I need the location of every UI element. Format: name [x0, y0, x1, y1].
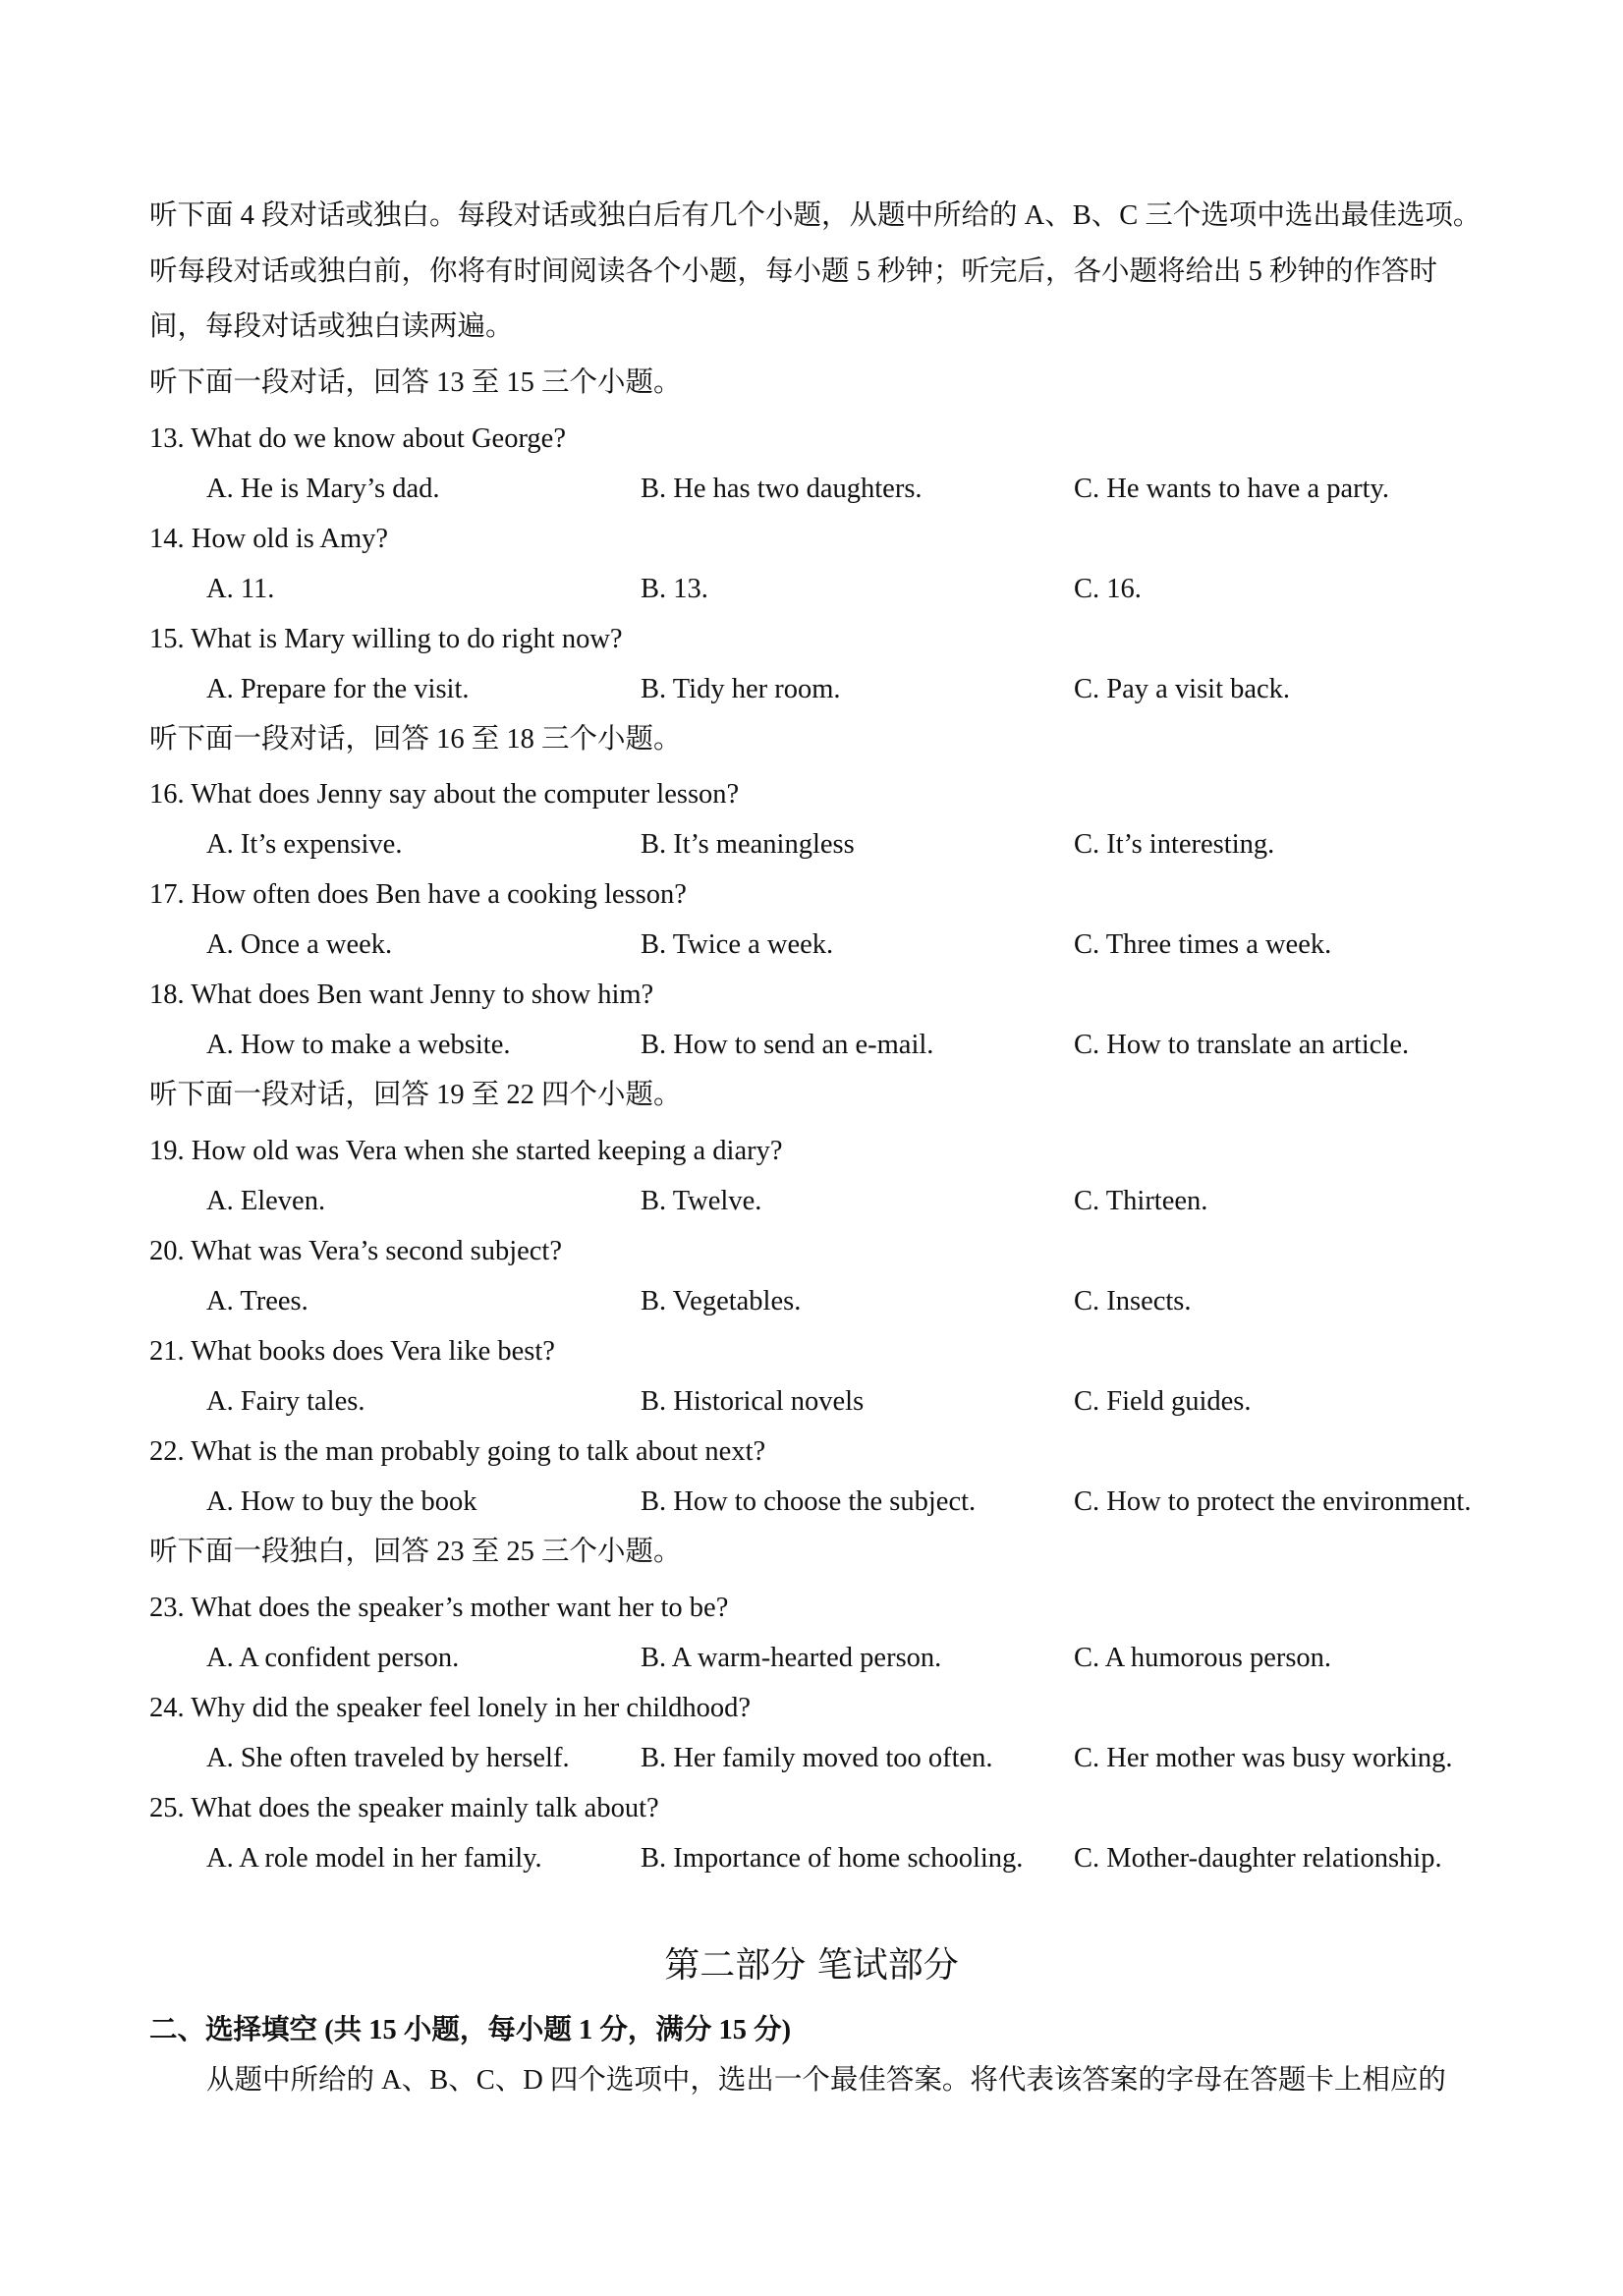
- option-a: A. Prepare for the visit.: [206, 674, 470, 704]
- question-24: 24. Why did the speaker feel lonely in her childhood?: [149, 1693, 752, 1723]
- option-c: C. 16.: [1074, 574, 1142, 604]
- option-b: B. Twice a week.: [641, 929, 834, 960]
- option-a: A. She often traveled by herself.: [206, 1743, 570, 1773]
- option-b: B. It’s meaningless: [641, 829, 855, 860]
- option-a: A. He is Mary’s dad.: [206, 474, 440, 504]
- group-heading: 听下面一段对话，回答 19 至 22 四个小题。: [149, 1080, 682, 1110]
- question-16: 16. What does Jenny say about the computer lesson?: [149, 779, 740, 810]
- option-c: C. Mother-daughter relationship.: [1074, 1843, 1442, 1874]
- question-25: 25. What does the speaker mainly talk about?: [149, 1793, 659, 1823]
- section-heading: 二、选择填空 (共 15 小题，每小题 1 分，满分 15 分): [149, 2015, 792, 2045]
- intro-line-1: 听下面 4 段对话或独白。每段对话或独白后有几个小题，从题中所给的 A、B、C 三个选项中选出最佳选项。: [149, 200, 1482, 231]
- option-a: A. Once a week.: [206, 929, 393, 960]
- option-b: B. Tidy her room.: [641, 674, 841, 704]
- option-c: C. He wants to have a party.: [1074, 474, 1390, 504]
- intro-line-2: 听每段对话或独白前，你将有时间阅读各个小题，每小题 5 秒钟；听完后，各小题将给出 5 秒钟的作答时: [149, 256, 1438, 287]
- option-b: B. How to choose the subject.: [641, 1486, 977, 1517]
- option-c: C. A humorous person.: [1074, 1643, 1332, 1673]
- option-a: A. How to buy the book: [206, 1486, 477, 1517]
- question-13: 13. What do we know about George?: [149, 423, 566, 454]
- option-a: A. Fairy tales.: [206, 1386, 365, 1417]
- option-c: C. It’s interesting.: [1074, 829, 1275, 860]
- question-14: 14. How old is Amy?: [149, 524, 389, 554]
- group-heading: 听下面一段对话，回答 16 至 18 三个小题。: [149, 724, 682, 755]
- question-19: 19. How old was Vera when she started keeping a diary?: [149, 1136, 783, 1166]
- section-instruction: 从题中所给的 A、B、C、D 四个选项中，选出一个最佳答案。将代表该答案的字母在答题卡上相应的: [206, 2065, 1446, 2096]
- part-title: 第二部分 笔试部分: [664, 1945, 959, 1986]
- group-heading: 听下面一段对话，回答 13 至 15 三个小题。: [149, 367, 682, 398]
- option-c: C. How to protect the environment.: [1074, 1486, 1472, 1517]
- option-b: B. 13.: [641, 574, 708, 604]
- question-20: 20. What was Vera’s second subject?: [149, 1236, 562, 1266]
- option-a: A. Trees.: [206, 1286, 308, 1316]
- option-a: A. How to make a website.: [206, 1030, 511, 1060]
- option-b: B. Historical novels: [641, 1386, 865, 1417]
- question-18: 18. What does Ben want Jenny to show him?: [149, 980, 654, 1010]
- option-a: A. A role model in her family.: [206, 1843, 542, 1874]
- option-b: B. He has two daughters.: [641, 474, 923, 504]
- option-a: A. Eleven.: [206, 1186, 326, 1216]
- option-c: C. Insects.: [1074, 1286, 1192, 1316]
- option-b: B. A warm-hearted person.: [641, 1643, 942, 1673]
- option-c: C. Thirteen.: [1074, 1186, 1208, 1216]
- question-21: 21. What books does Vera like best?: [149, 1336, 555, 1367]
- option-b: B. Importance of home schooling.: [641, 1843, 1024, 1874]
- option-a: A. It’s expensive.: [206, 829, 403, 860]
- option-a: A. A confident person.: [206, 1643, 460, 1673]
- option-a: A. 11.: [206, 574, 275, 604]
- question-15: 15. What is Mary willing to do right now?: [149, 624, 623, 654]
- option-c: C. Pay a visit back.: [1074, 674, 1291, 704]
- question-17: 17. How often does Ben have a cooking lesson?: [149, 879, 687, 910]
- question-22: 22. What is the man probably going to talk about next?: [149, 1436, 766, 1467]
- option-c: C. Field guides.: [1074, 1386, 1252, 1417]
- option-c: C. Three times a week.: [1074, 929, 1332, 960]
- option-b: B. Vegetables.: [641, 1286, 802, 1316]
- option-b: B. How to send an e-mail.: [641, 1030, 934, 1060]
- option-b: B. Her family moved too often.: [641, 1743, 993, 1773]
- question-23: 23. What does the speaker’s mother want her to be?: [149, 1593, 729, 1623]
- option-b: B. Twelve.: [641, 1186, 762, 1216]
- option-c: C. How to translate an article.: [1074, 1030, 1410, 1060]
- option-c: C. Her mother was busy working.: [1074, 1743, 1453, 1773]
- intro-line-3: 间，每段对话或独白读两遍。: [149, 311, 514, 342]
- group-heading: 听下面一段独白，回答 23 至 25 三个小题。: [149, 1537, 682, 1567]
